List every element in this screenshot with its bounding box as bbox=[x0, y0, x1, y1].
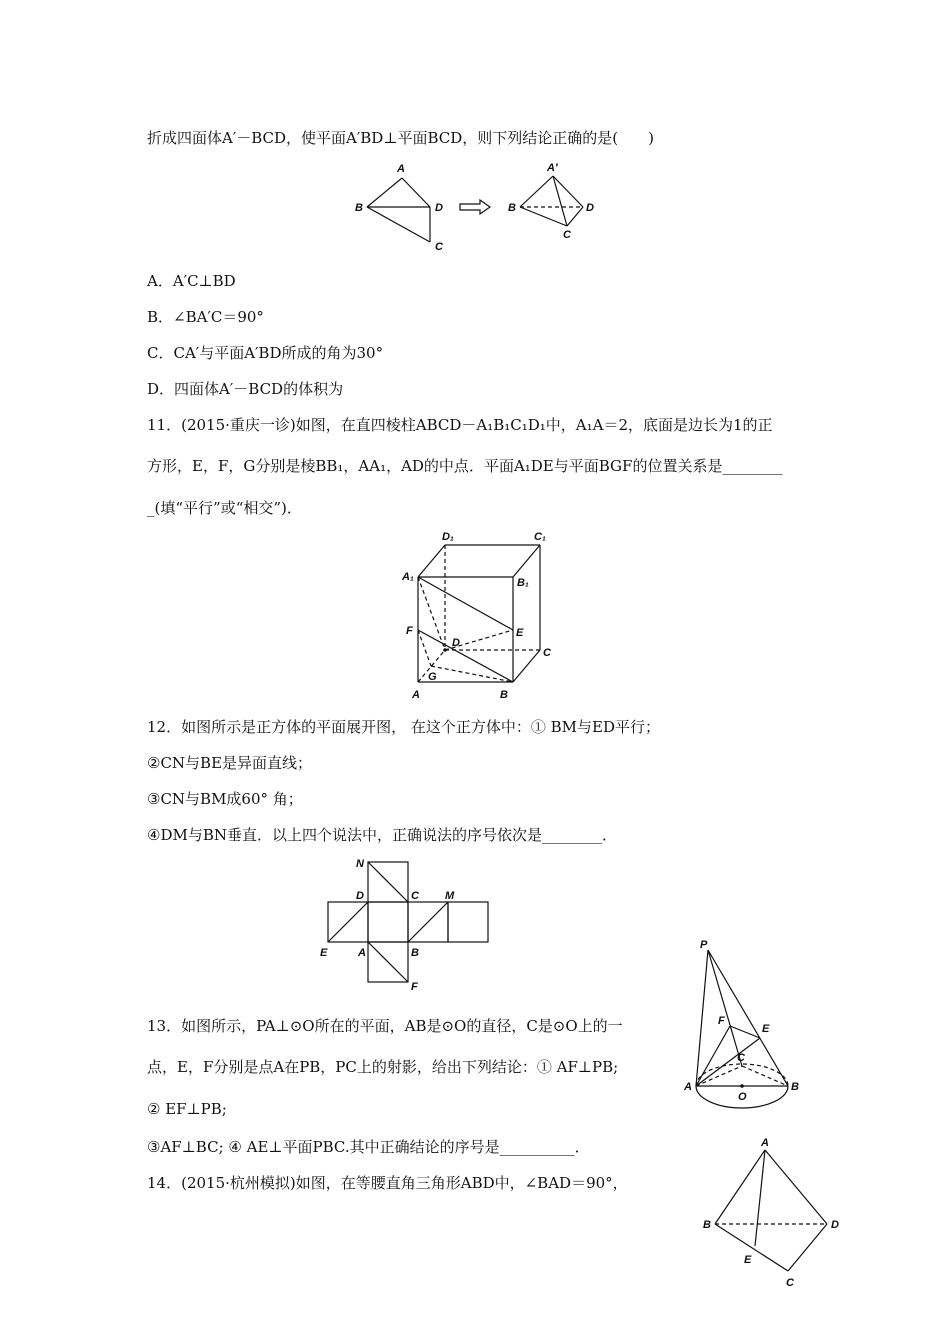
q11-label-C: C bbox=[543, 647, 551, 659]
q12-label-F: F bbox=[411, 981, 418, 993]
q12-line2: ②CN与BE是异面直线； bbox=[147, 754, 313, 772]
q12-diagonal-AF bbox=[368, 942, 408, 982]
q12-label-B: B bbox=[411, 947, 419, 959]
q14-edge-AB bbox=[715, 1150, 765, 1224]
q10-option-c: C．CA′与平面A′BD所成的角为30° bbox=[147, 344, 384, 362]
q10-edge-DC2 bbox=[567, 207, 583, 226]
q11-label-B1: B₁ bbox=[517, 577, 529, 589]
q10-edge-AB bbox=[367, 178, 402, 207]
q13-label-F: F bbox=[718, 1015, 725, 1027]
q10-arrow-icon bbox=[460, 200, 490, 214]
q12-net-figure bbox=[315, 855, 500, 995]
q12-line3: ③CN与BM成60° 角； bbox=[147, 790, 303, 808]
q10-label-A: A bbox=[397, 163, 405, 175]
q12-label-M: M bbox=[445, 890, 455, 902]
q14-label-C: C bbox=[786, 1277, 794, 1289]
q11-line3: _(填“平行”或“相交”)． bbox=[147, 499, 302, 517]
q14-label-B: B bbox=[703, 1219, 711, 1231]
q11-line1: 11．(2015·重庆一诊)如图，在直四棱柱ABCD－A₁B₁C₁D₁中，A₁A＝2，底面是边长为1的正 bbox=[147, 416, 773, 434]
q13-line4: ③AF⊥BC; ④ AE⊥平面PBC.其中正确结论的序号是__________． bbox=[147, 1138, 590, 1156]
q12-label-E: E bbox=[320, 947, 328, 959]
q10-option-d: D．四面体A′－BCD的体积为 bbox=[147, 380, 344, 398]
q13-edge-AE bbox=[696, 1038, 760, 1086]
q13-edge-PA bbox=[696, 950, 708, 1086]
q13-line3: ② EF⊥PB; bbox=[147, 1100, 227, 1118]
q12-label-A: A bbox=[358, 947, 366, 959]
q11-label-C1: C₁ bbox=[534, 531, 546, 543]
q14-tetra-figure bbox=[700, 1138, 850, 1293]
q11-edge-GB bbox=[431, 666, 513, 682]
q10-edge-AD bbox=[402, 178, 430, 207]
q13-label-B: B bbox=[791, 1081, 799, 1093]
q11-edge-BC bbox=[513, 650, 540, 682]
q10-fold-figure bbox=[345, 158, 605, 258]
q12-diagonal-ED bbox=[328, 902, 368, 942]
q13-label-E: E bbox=[762, 1023, 770, 1035]
q10-label-D2: D bbox=[586, 202, 594, 214]
q11-edge-C1B1 bbox=[513, 545, 540, 577]
q11-edge-A1E bbox=[418, 577, 513, 630]
q12-label-C: C bbox=[411, 890, 419, 902]
q14-label-A: A bbox=[761, 1137, 769, 1149]
q11-edge-A1D bbox=[418, 577, 445, 650]
q12-line4: ④DM与BN垂直．以上四个说法中，正确说法的序号依次是________． bbox=[147, 826, 617, 844]
q10-label-C2: C bbox=[563, 229, 571, 241]
q13-edge-PC bbox=[708, 950, 742, 1066]
q11-point-D bbox=[443, 648, 447, 652]
q11-label-A: A bbox=[412, 689, 420, 701]
q11-label-D1: D₁ bbox=[442, 531, 454, 543]
q10-stem: 折成四面体A′－BCD，使平面A′BD⊥平面BCD，则下列结论正确的是( ) bbox=[147, 129, 654, 147]
q13-line2: 点，E，F分别是点A在PB，PC上的射影，给出下列结论：① AF⊥PB; bbox=[147, 1058, 619, 1076]
q13-line1: 13．如图所示，PA⊥⊙O所在的平面，AB是⊙O的直径，C是⊙O上的一 bbox=[147, 1017, 623, 1035]
q13-label-C: C bbox=[737, 1052, 745, 1064]
q14-edge-BC bbox=[715, 1224, 788, 1271]
q10-label-D: D bbox=[435, 202, 443, 214]
q12-diagonal-BM bbox=[408, 902, 448, 942]
q11-label-E: E bbox=[516, 627, 524, 639]
q14-label-D: D bbox=[831, 1219, 839, 1231]
q10-label-C: C bbox=[435, 241, 443, 253]
q10-label-B: B bbox=[355, 202, 363, 214]
q12-label-N: N bbox=[356, 858, 364, 870]
q13-cone-figure bbox=[680, 938, 810, 1118]
q10-label-A1: A′ bbox=[547, 162, 558, 174]
q10-edge-BC bbox=[367, 207, 430, 242]
q11-edge-D1A1 bbox=[418, 545, 445, 577]
q12-label-D: D bbox=[356, 890, 364, 902]
q14-edge-DC bbox=[788, 1224, 827, 1271]
q13-point-O bbox=[740, 1084, 744, 1088]
q12-line1: 12．如图所示是正方体的平面展开图， 在这个正方体中：① BM与ED平行； bbox=[147, 718, 660, 736]
q13-label-A: A bbox=[684, 1081, 692, 1093]
q12-square-far-right bbox=[448, 902, 488, 942]
q10-label-B2: B bbox=[508, 202, 516, 214]
q13-label-O: O bbox=[738, 1091, 747, 1103]
q14-edge-AD bbox=[765, 1150, 827, 1224]
q14-line1: 14．(2015·杭州模拟)如图，在等腰直角三角形ABD中，∠BAD＝90°， bbox=[147, 1174, 628, 1192]
q11-line2: 方形，E，F，G分别是棱BB₁，AA₁，AD的中点．平面A₁DE与平面BGF的位置关系是________ bbox=[147, 457, 783, 475]
q11-label-A1: A₁ bbox=[402, 571, 414, 583]
q12-square-center bbox=[368, 902, 408, 942]
q10-edge-BC2 bbox=[520, 207, 567, 226]
q10-edge-A1B bbox=[520, 176, 553, 207]
q14-edge-AE bbox=[755, 1150, 765, 1246]
q10-option-b: B．∠BA′C＝90° bbox=[147, 308, 264, 326]
q11-label-G: G bbox=[428, 671, 437, 683]
q11-label-B: B bbox=[500, 689, 508, 701]
q14-label-E: E bbox=[744, 1254, 752, 1266]
q13-edge-CB bbox=[742, 1066, 788, 1086]
q13-label-P: P bbox=[700, 939, 708, 951]
q10-option-a: A．A′C⊥BD bbox=[147, 272, 236, 290]
q11-prism-figure bbox=[400, 530, 570, 705]
q12-diagonal-NC bbox=[368, 862, 408, 902]
q11-label-D: D bbox=[452, 637, 460, 649]
q11-label-F: F bbox=[406, 625, 413, 637]
q13-edge-FE bbox=[730, 1026, 760, 1038]
